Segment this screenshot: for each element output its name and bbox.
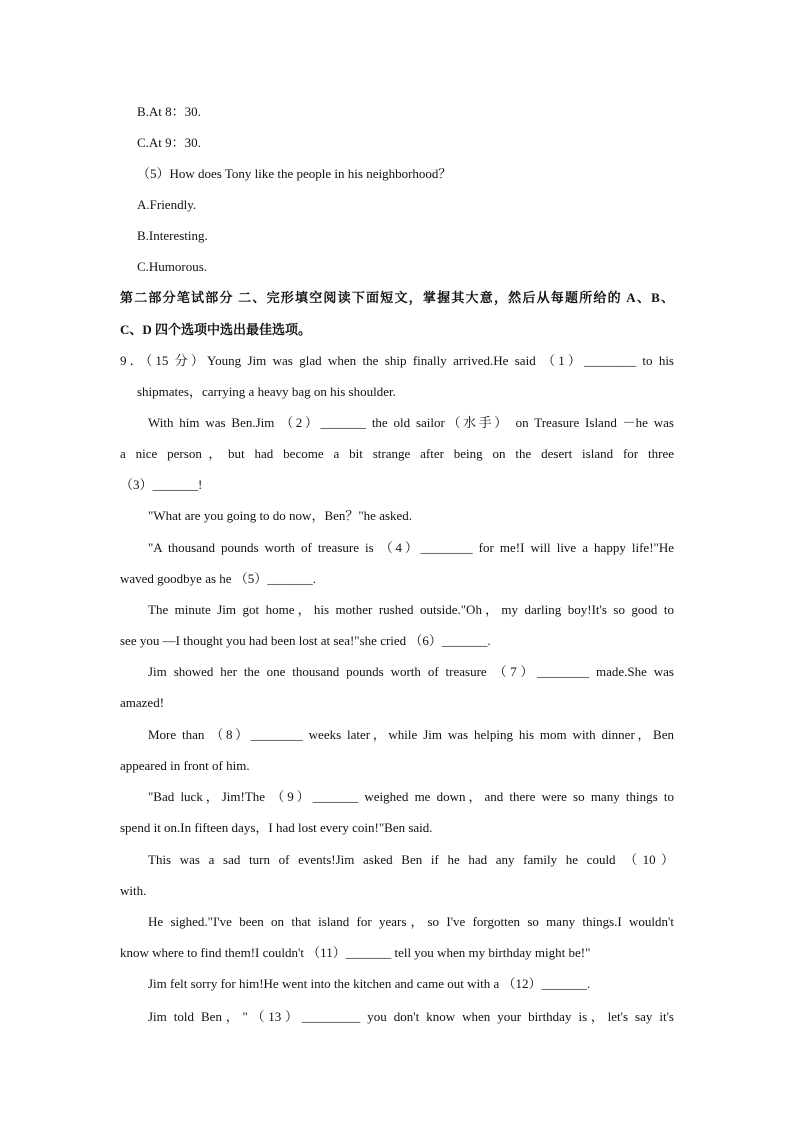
option-c-q4: C.At 9：30. <box>137 135 201 150</box>
passage-line: More than （8）________ weeks later，while Jim was helping his mom with dinner，Ben <box>148 727 674 742</box>
passage-line: Jim showed her the one thousand pounds worth of treasure （7）________ made.She was <box>148 664 674 679</box>
passage-line: Jim felt sorry for him!He went into the kitchen and came out with a （12）_______. <box>148 976 591 991</box>
passage-line: With him was Ben.Jim （2）_______ the old sailor（水手） on Treasure Island －he was <box>148 415 674 430</box>
passage-line: The minute Jim got home，his mother rushed outside."Oh，my darling boy!It's so good to <box>148 602 674 617</box>
passage-line: This was a sad turn of events!Jim asked Ben if he had any family he could （10） <box>148 852 674 867</box>
passage-line: 9．（15 分）Young Jim was glad when the ship finally arrived.He said （1）________ to his <box>120 353 674 368</box>
passage-line: Jim told Ben，"（13）_________ you don't know when your birthday is，let's say it's <box>148 1009 674 1024</box>
passage-line: waved goodbye as he （5）_______. <box>120 571 317 586</box>
option-b-q4: B.At 8：30. <box>137 104 201 119</box>
passage-line: amazed! <box>120 695 165 710</box>
passage-line: a nice person，but had become a bit strange after being on the desert island for three <box>120 446 674 461</box>
passage-line: He sighed."I've been on that island for years，so I've forgotten so many things.I wouldn't <box>148 914 674 929</box>
option-a-q5: A.Friendly. <box>137 197 197 212</box>
passage-line: shipmates，carrying a heavy bag on his shoulder. <box>137 384 396 399</box>
passage-line: appeared in front of him. <box>120 758 250 773</box>
passage-line: "What are you going to do now，Ben？"he asked. <box>148 508 413 523</box>
section-heading-cont: C、D 四个选项中选出最佳选项。 <box>120 322 312 337</box>
section-heading: 第二部分笔试部分 二、完形填空阅读下面短文，掌握其大意，然后从每题所给的 A、B、 <box>120 290 674 305</box>
passage-line: see you —I thought you had been lost at sea!"she cried （6）_______. <box>120 633 491 648</box>
passage-line: （3）_______! <box>120 477 203 492</box>
passage-line: "Bad luck，Jim!The （9）_______ weighed me down，and there were so many things to <box>148 789 674 804</box>
passage-line: with. <box>120 883 147 898</box>
question-5: （5）How does Tony like the people in his neighborhood？ <box>137 166 452 181</box>
option-c-q5: C.Humorous. <box>137 259 208 274</box>
passage-line: spend it on.In fifteen days，I had lost every coin!"Ben said. <box>120 820 433 835</box>
passage-line: know where to find them!I couldn't （11）_______ tell you when my birthday might be!" <box>120 945 591 960</box>
option-b-q5: B.Interesting. <box>137 228 208 243</box>
passage-line: "A thousand pounds worth of treasure is （4）________ for me!I will live a happy life!"He <box>148 540 674 555</box>
